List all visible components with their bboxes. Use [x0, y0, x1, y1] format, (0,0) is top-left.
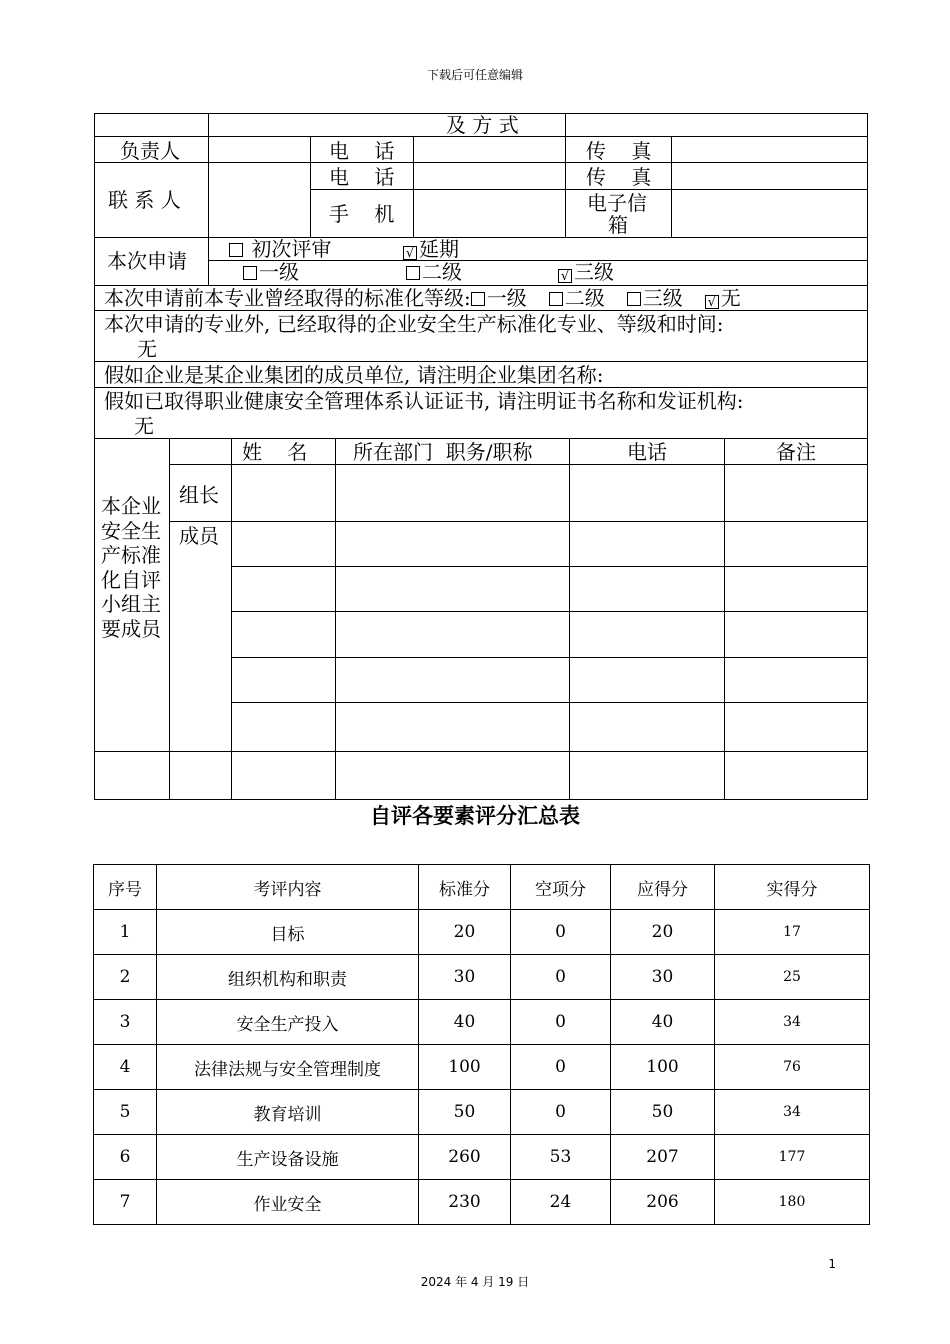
other-major-value: 无 — [137, 337, 157, 361]
table-cell: 法律法规与安全管理制度 — [157, 1045, 419, 1090]
option-level1[interactable] — [243, 261, 299, 283]
table-cell: 3 — [94, 1000, 157, 1045]
table-cell: 34 — [715, 1000, 870, 1045]
table-cell: 4 — [94, 1045, 157, 1090]
table-cell: 组织机构和职责 — [157, 955, 419, 1000]
email-label-line1: 电子信 — [587, 191, 647, 215]
table-cell: 100 — [419, 1045, 511, 1090]
table-cell: 0 — [511, 910, 611, 955]
option-extension[interactable] — [403, 238, 459, 260]
checkbox-prior-l1[interactable] — [471, 292, 485, 306]
option-level3[interactable] — [558, 261, 614, 283]
checkbox-prior-none[interactable]: √ — [705, 295, 719, 309]
fax-label-1: 传 真 — [586, 139, 652, 163]
group-name-label: 假如企业是某企业集团的成员单位, 请注明企业集团名称: — [104, 363, 604, 387]
level2-text: 二级 — [422, 260, 462, 284]
col-phone: 电话 — [627, 440, 667, 464]
summary-table — [93, 864, 870, 1225]
table-row — [94, 1090, 870, 1135]
phone-label-2: 电 话 — [329, 165, 395, 189]
table-cell: 53 — [511, 1135, 611, 1180]
table-cell: 17 — [715, 910, 870, 955]
table-cell: 76 — [715, 1045, 870, 1090]
checkbox-prior-l2[interactable] — [549, 292, 563, 306]
checkbox-level3[interactable]: √ — [558, 269, 572, 283]
table-cell: 安全生产投入 — [157, 1000, 419, 1045]
table-cell: 0 — [511, 955, 611, 1000]
summary-header-row — [94, 865, 870, 910]
prior-level-label: 本次申请前本专业曾经取得的标准化等级: — [104, 286, 471, 310]
summary-title: 自评各要素评分汇总表 — [370, 804, 580, 828]
checkbox-level2[interactable] — [406, 266, 420, 280]
contact-method-label: 及 方 式 — [446, 113, 519, 137]
email-label-line2: 箱 — [608, 213, 628, 237]
option-level2[interactable] — [406, 261, 462, 283]
mobile-label: 手 机 — [329, 202, 395, 226]
table-cell: 25 — [715, 955, 870, 1000]
prior-l2-text: 二级 — [564, 286, 605, 310]
ohs-cert-label: 假如已取得职业健康安全管理体系认证证书, 请注明证书名称和发证机构: — [104, 389, 744, 413]
table-cell: 50 — [611, 1090, 715, 1135]
table-cell: 40 — [611, 1000, 715, 1045]
header-cell: 标准分 — [419, 865, 511, 910]
page-number: 1 — [828, 1257, 836, 1271]
table-cell: 20 — [419, 910, 511, 955]
header-cell: 空项分 — [511, 865, 611, 910]
fax-label-2: 传 真 — [586, 165, 652, 189]
responsible-person-label: 负责人 — [120, 139, 180, 163]
table-row — [94, 1045, 870, 1090]
team-member-label: 成员 — [179, 524, 219, 548]
table-cell: 24 — [511, 1180, 611, 1225]
table-cell: 0 — [511, 1090, 611, 1135]
col-dept-title: 所在部门 职务/职称 — [353, 440, 533, 464]
col-note: 备注 — [776, 440, 816, 464]
table-cell: 207 — [611, 1135, 715, 1180]
prior-none-text: 无 — [720, 286, 741, 310]
table-cell: 50 — [419, 1090, 511, 1135]
table-cell: 34 — [715, 1090, 870, 1135]
table-cell: 生产设备设施 — [157, 1135, 419, 1180]
table-cell: 40 — [419, 1000, 511, 1045]
header-cell: 应得分 — [611, 865, 715, 910]
table-cell: 教育培训 — [157, 1090, 419, 1135]
table-cell: 1 — [94, 910, 157, 955]
table-cell: 0 — [511, 1000, 611, 1045]
team-leader-label: 组长 — [179, 483, 219, 507]
table-cell: 30 — [611, 955, 715, 1000]
table-cell: 260 — [419, 1135, 511, 1180]
header-cell: 序号 — [94, 865, 157, 910]
prior-level-row — [104, 287, 741, 309]
contact-person-label: 联 系 人 — [108, 188, 181, 212]
table-cell: 180 — [715, 1180, 870, 1225]
table-cell: 20 — [611, 910, 715, 955]
table-cell: 7 — [94, 1180, 157, 1225]
table-cell: 0 — [511, 1045, 611, 1090]
table-cell: 2 — [94, 955, 157, 1000]
checkbox-prior-l3[interactable] — [627, 292, 641, 306]
table-cell: 177 — [715, 1135, 870, 1180]
page-header: 下载后可任意编辑 — [426, 68, 523, 82]
table-cell: 作业安全 — [157, 1180, 419, 1225]
table-cell: 6 — [94, 1135, 157, 1180]
checkbox-initial-review[interactable] — [229, 243, 243, 257]
extension-text: 延期 — [419, 237, 459, 261]
table-cell: 100 — [611, 1045, 715, 1090]
application-label: 本次申请 — [107, 249, 187, 273]
ohs-cert-value: 无 — [134, 414, 154, 438]
prior-l3-text: 三级 — [642, 286, 683, 310]
table-row — [94, 1000, 870, 1045]
option-initial-review[interactable] — [229, 238, 331, 260]
header-cell: 考评内容 — [157, 865, 419, 910]
table-row — [94, 1135, 870, 1180]
header-cell: 实得分 — [715, 865, 870, 910]
footer-date: 2024 年 4 月 19 日 — [420, 1275, 530, 1289]
other-major-label: 本次申请的专业外, 已经取得的企业安全生产标准化专业、等级和时间: — [104, 312, 724, 336]
table-cell: 30 — [419, 955, 511, 1000]
table-row — [94, 910, 870, 955]
phone-label-1: 电 话 — [329, 139, 395, 163]
table-cell: 206 — [611, 1180, 715, 1225]
table-cell: 目标 — [157, 910, 419, 955]
table-row — [94, 955, 870, 1000]
table-cell: 5 — [94, 1090, 157, 1135]
level1-text: 一级 — [259, 260, 299, 284]
table-cell: 230 — [419, 1180, 511, 1225]
level3-text: 三级 — [574, 260, 614, 284]
col-name: 姓 名 — [242, 440, 308, 464]
team-section-title: 本企业安全生产标准化自评小组主要成员 — [101, 494, 161, 641]
checkbox-level1[interactable] — [243, 266, 257, 280]
initial-review-text: 初次评审 — [251, 237, 332, 261]
prior-l1-text: 一级 — [486, 286, 527, 310]
table-row — [94, 1180, 870, 1225]
checkbox-extension[interactable]: √ — [403, 246, 417, 260]
